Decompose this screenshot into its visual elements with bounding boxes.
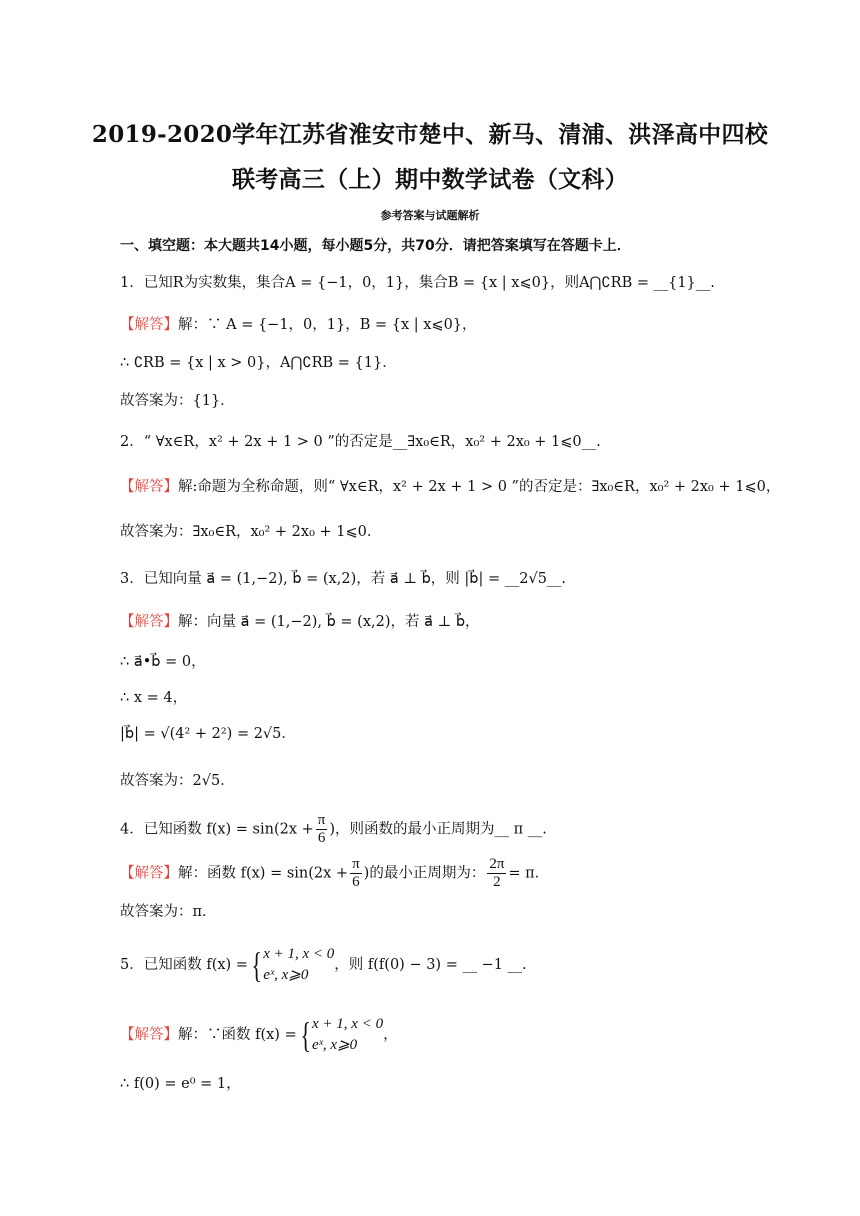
document-subtitle: 参考答案与试题解析 [380,209,480,222]
fraction-denominator: 6 [352,874,360,890]
case-1: x + 1, x < 0 [263,946,335,962]
answer-3-text-1: 解：向量 a⃗ = (1,−2), b⃗ = (x,2)，若 a⃗ ⊥ b⃗， [178,614,480,630]
answer-3-line-2: ∴ a⃗•b⃗ = 0， [120,654,206,670]
answer-1-final: 故答案为：{1}． [120,393,235,409]
left-brace-icon: { [251,945,262,985]
answer-1-line-1 [120,315,477,335]
question-1: 1．已知R为实数集，集合A = {−1，0，1}，集合B = {x | x⩽0}，则A⋂∁RB = __{1}__. [120,275,715,291]
answer-5-text-pre: 解：∵函数 f(x) = [178,1027,297,1043]
answer-tag: 【解答】 [120,479,178,495]
section-heading: 一、填空题：本大题共14小题，每小题5分，共70分．请把答案填写在答题卡上． [120,238,631,254]
case-2: eˣ, x⩾0 [312,1037,358,1053]
answer-5-text-post: ， [383,1027,398,1043]
fraction-2pi-over-2 [487,856,506,891]
answer-1-line-2: ∴ ∁RB = {x | x > 0}，A⋂∁RB = {1}． [120,355,397,371]
question-3: 3．已知向量 a⃗ = (1,−2), b⃗ = (x,2)，若 a⃗ ⊥ b⃗，则 |b⃗| = __2√5__. [120,571,567,587]
answer-4-text-mid: )的最小正周期为： [363,865,486,882]
question-4-text-post: )，则函数的最小正周期为__ π __. [329,821,547,838]
case-1: x + 1, x < 0 [312,1016,384,1032]
document-title-line-2: 联考高三（上）期中数学试卷（文科） [231,166,629,193]
fraction-numerator: 2π [489,856,505,872]
case-2: eˣ, x⩾0 [263,967,309,983]
answer-4-line-1 [120,856,549,891]
question-4 [120,812,547,847]
question-5-text-pre: 5．已知函数 f(x) = [120,957,248,973]
answer-2-final: 故答案为：∃x₀∈R，x₀² + 2x₀ + 1⩽0． [120,524,382,540]
question-4-text-pre: 4．已知函数 f(x) = sin(2x + [120,821,314,838]
answer-tag: 【解答】 [120,865,178,882]
question-2: 2．“ ∀x∈R，x² + 2x + 1 > 0 ”的否定是__∃x₀∈R，x₀² + 2x₀ + 1⩽0__. [120,434,601,450]
fraction-numerator: π [317,812,326,828]
fraction-denominator: 6 [317,830,326,846]
piecewise-cases [312,1014,383,1056]
fraction-pi-over-6 [316,812,328,847]
answer-4-text-pre: 解：函数 f(x) = sin(2x + [178,865,349,882]
answer-2-text-1: 解:命题为全称命题，则“ ∀x∈R，x² + 2x + 1 > 0 ”的否定是：∃x₀∈R，x₀² + 2x₀ + 1⩽0， [178,479,781,495]
question-5-text-post: ，则 f(f(0) − 3) = __ −1 __. [334,957,527,973]
left-brace-icon: { [300,1015,311,1055]
answer-5-line-1 [120,1014,398,1056]
answer-1-text-1: 解：∵ A = {−1，0，1}，B = {x | x⩽0}， [178,317,477,333]
fraction-numerator: π [352,856,360,872]
question-5 [120,944,527,986]
answer-5-line-2: ∴ f(0) = e⁰ = 1， [120,1076,241,1092]
fraction-denominator: 2 [493,874,501,890]
answer-tag: 【解答】 [120,1027,178,1043]
answer-4-final: 故答案为：π． [120,904,217,920]
answer-3-line-4: |b⃗| = √(4² + 2²) = 2√5． [120,726,296,742]
answer-tag: 【解答】 [120,317,178,333]
document-title-line-1: 2019-2020学年江苏省淮安市楚中、新马、清浦、洪泽高中四校 [91,121,769,148]
answer-2-line-1 [120,477,780,497]
fraction-pi-over-6 [350,856,362,891]
answer-3-line-3: ∴ x = 4， [120,690,188,706]
answer-3-line-1 [120,612,480,632]
answer-tag: 【解答】 [120,614,178,630]
answer-3-final: 故答案为：2√5． [120,773,235,789]
answer-4-text-post: = π． [508,865,550,882]
piecewise-cases [263,944,334,986]
